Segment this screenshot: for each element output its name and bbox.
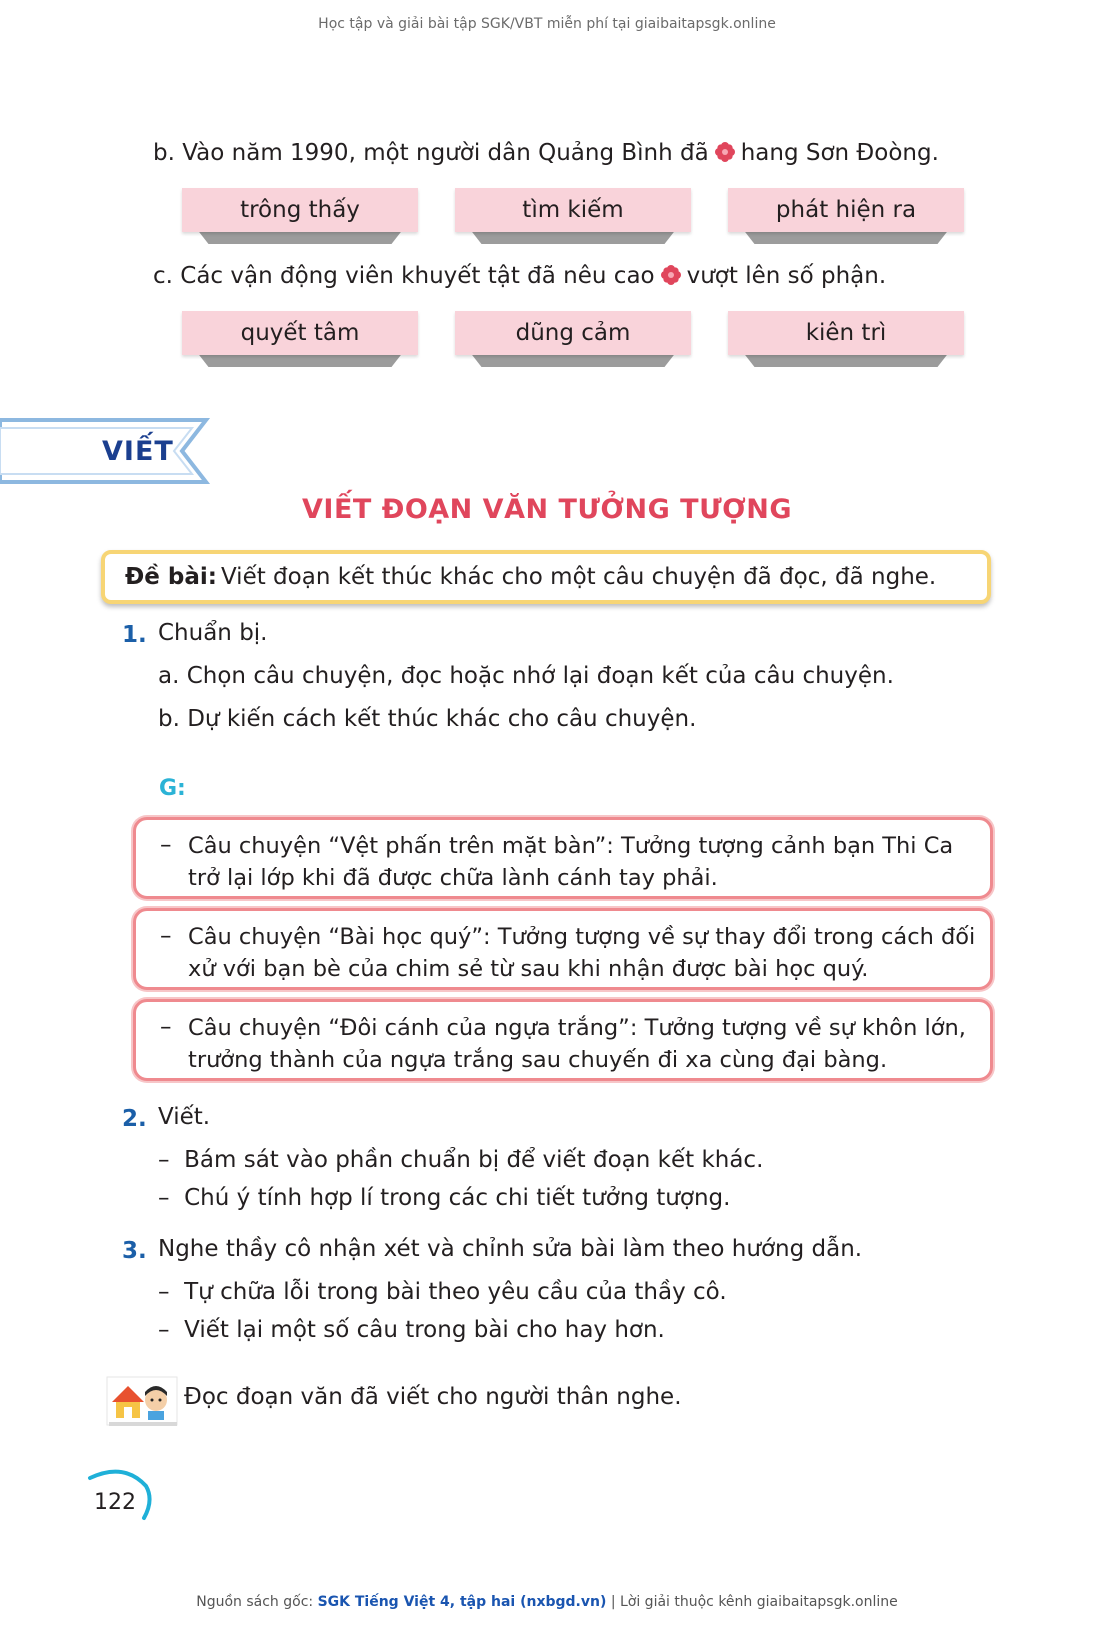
option-label: tìm kiếm bbox=[455, 188, 691, 232]
option-label: dũng cảm bbox=[455, 311, 691, 355]
task-box bbox=[101, 550, 991, 604]
option-b-3[interactable] bbox=[728, 188, 964, 250]
exercise-b-before: b. Vào năm 1990, một người dân Quảng Bình đã bbox=[153, 140, 709, 166]
footer-suffix: | Lời giải thuộc kênh giaibaitapsgk.online bbox=[610, 1594, 898, 1610]
story-suggestion-3 bbox=[133, 999, 993, 1081]
footer-prefix: Nguồn sách gốc: bbox=[196, 1594, 314, 1610]
option-label: kiên trì bbox=[728, 311, 964, 355]
section-tag-label: VIẾT bbox=[102, 436, 174, 467]
dash: – bbox=[158, 1317, 170, 1343]
dash: – bbox=[158, 1279, 170, 1305]
task-label: Đề bài: bbox=[125, 564, 217, 590]
bullet-text: Bám sát vào phần chuẩn bị để viết đoạn kết khác. bbox=[184, 1147, 764, 1173]
flower-blank-icon bbox=[661, 265, 681, 285]
exercise-b-after: hang Sơn Đoòng. bbox=[740, 140, 939, 166]
step-2-title: Viết. bbox=[158, 1104, 211, 1130]
exercise-c-sentence bbox=[153, 263, 886, 289]
top-banner: Học tập và giải bài tập SGK/VBT miễn phí tại giaibaitapsgk.online bbox=[318, 16, 776, 32]
footer bbox=[0, 1594, 1094, 1610]
exercise-b-sentence bbox=[153, 140, 939, 166]
step-3-bullet-2 bbox=[158, 1317, 665, 1343]
dash: – bbox=[160, 923, 172, 949]
footer-source-link[interactable]: SGK Tiếng Việt 4, tập hai (nxbgd.vn) bbox=[317, 1594, 607, 1610]
option-c-3[interactable] bbox=[728, 311, 964, 373]
dash: – bbox=[160, 1014, 172, 1040]
page-number: 122 bbox=[94, 1490, 136, 1515]
option-label: phát hiện ra bbox=[728, 188, 964, 232]
step-1-title: Chuẩn bị. bbox=[158, 620, 268, 646]
flower-blank-icon bbox=[715, 142, 735, 162]
bullet-text: Chú ý tính hợp lí trong các chi tiết tưởng tượng. bbox=[184, 1185, 731, 1211]
step-3-title: Nghe thầy cô nhận xét và chỉnh sửa bài làm theo hướng dẫn. bbox=[158, 1236, 863, 1262]
dash: – bbox=[160, 832, 172, 858]
dash: – bbox=[158, 1185, 170, 1211]
step-2-bullet-2 bbox=[158, 1185, 730, 1211]
step-1-number: 1. bbox=[122, 622, 147, 648]
home-activity-icon bbox=[106, 1376, 178, 1426]
step-3-number: 3. bbox=[122, 1238, 147, 1264]
bullet-text: Viết lại một số câu trong bài cho hay hơn. bbox=[184, 1317, 665, 1343]
option-c-2[interactable] bbox=[455, 311, 691, 373]
option-b-2[interactable] bbox=[455, 188, 691, 250]
story-text: Câu chuyện “Vệt phấn trên mặt bàn”: Tưởng tượng cảnh bạn Thi Ca trở lại lớp khi đã được chữa lành cánh tay phải. bbox=[188, 833, 954, 891]
hint-label: G: bbox=[159, 776, 186, 801]
exercise-c-after: vượt lên số phận. bbox=[686, 263, 887, 289]
exercise-c-before: c. Các vận động viên khuyết tật đã nêu cao bbox=[153, 263, 655, 289]
option-label: trông thấy bbox=[182, 188, 418, 232]
step-1-b: b. Dự kiến cách kết thúc khác cho câu chuyện. bbox=[158, 706, 697, 732]
step-1-a: a. Chọn câu chuyện, đọc hoặc nhớ lại đoạn kết của câu chuyện. bbox=[158, 663, 894, 689]
step-2-bullet-1 bbox=[158, 1147, 763, 1173]
section-title: VIẾT ĐOẠN VĂN TƯỞNG TƯỢNG bbox=[302, 494, 792, 525]
task-text: Viết đoạn kết thúc khác cho một câu chuyện đã đọc, đã nghe. bbox=[220, 564, 937, 590]
story-suggestion-1 bbox=[133, 817, 993, 899]
option-c-1[interactable] bbox=[182, 311, 418, 373]
story-suggestion-2 bbox=[133, 908, 993, 990]
step-3-bullet-1 bbox=[158, 1279, 727, 1305]
option-label: quyết tâm bbox=[182, 311, 418, 355]
home-activity-text: Đọc đoạn văn đã viết cho người thân nghe. bbox=[184, 1384, 682, 1410]
story-text: Câu chuyện “Đôi cánh của ngựa trắng”: Tưởng tượng về sự khôn lớn, trưởng thành của ngựa trắng sau chuyến đi xa cùng đại bàng. bbox=[188, 1015, 966, 1073]
dash: – bbox=[158, 1147, 170, 1173]
story-text: Câu chuyện “Bài học quý”: Tưởng tượng về sự thay đổi trong cách đối xử với bạn bè của chim sẻ từ sau khi nhận được bài học quý. bbox=[188, 924, 976, 982]
bullet-text: Tự chữa lỗi trong bài theo yêu cầu của thầy cô. bbox=[184, 1279, 727, 1305]
option-b-1[interactable] bbox=[182, 188, 418, 250]
step-2-number: 2. bbox=[122, 1106, 147, 1132]
